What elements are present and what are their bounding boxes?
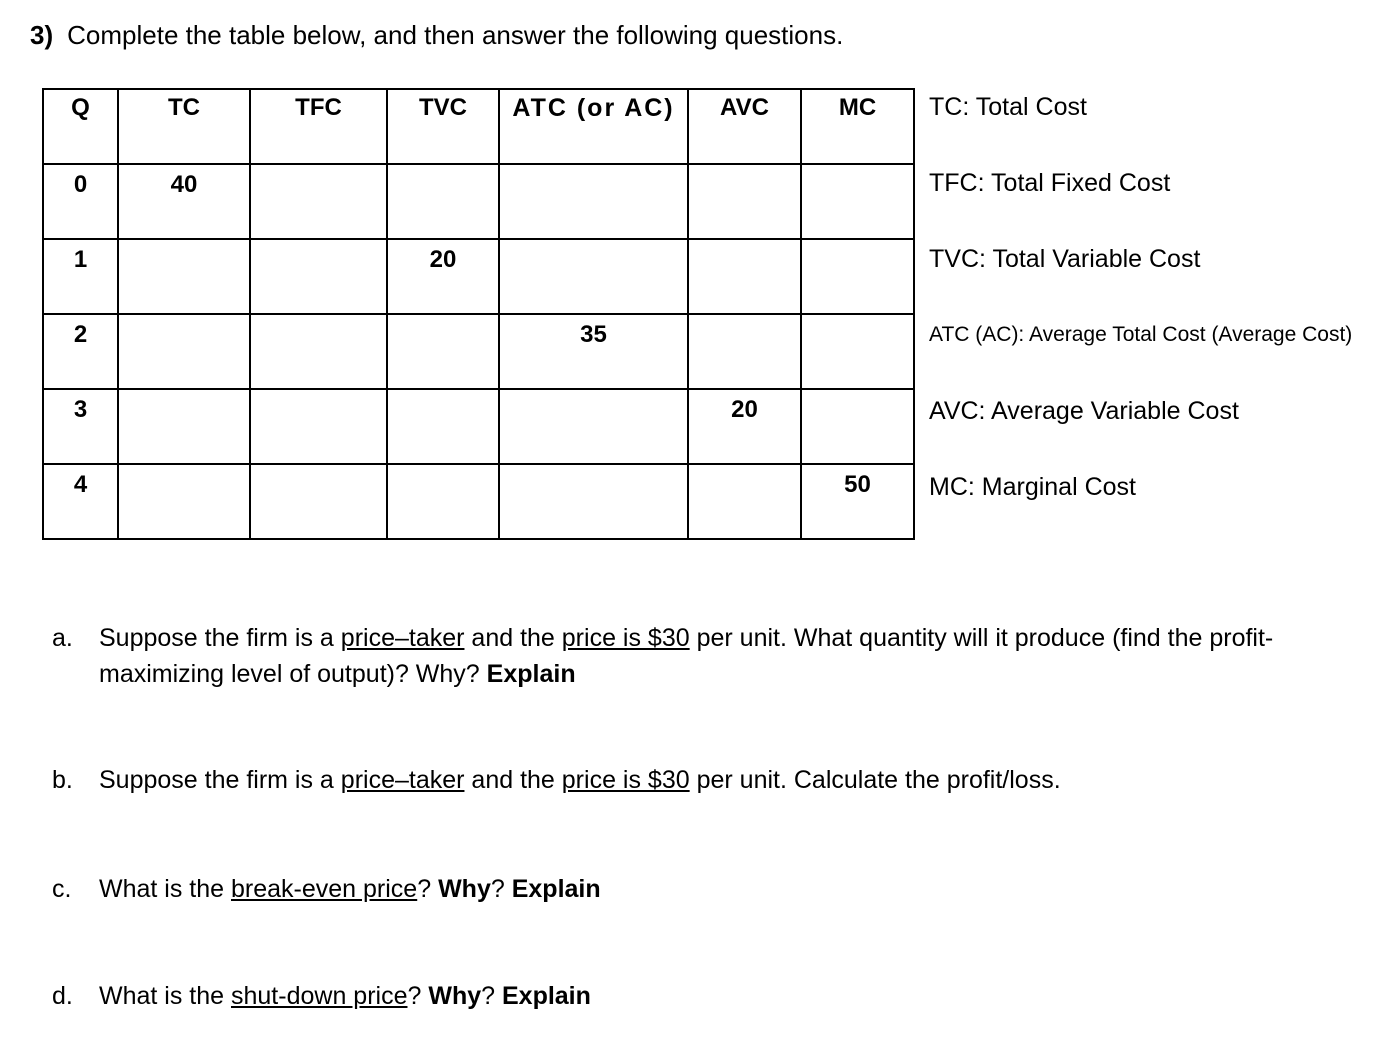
header-atc: ATC (or AC) [499,89,688,164]
legend-tfc: TFC: Total Fixed Cost [929,169,1171,197]
cell-tc[interactable] [118,314,250,389]
cell-avc[interactable]: 20 [688,389,801,464]
cell-tvc[interactable] [387,164,499,239]
question-a-label: a. [52,624,73,652]
cell-atc[interactable] [499,389,688,464]
cell-tfc[interactable] [250,164,387,239]
cell-tfc[interactable] [250,389,387,464]
header-tvc: TVC [387,89,499,164]
cell-tc[interactable] [118,239,250,314]
question-d-text: What is the shut-down price? Why? Explain [99,982,591,1010]
question-d-label: d. [52,982,73,1010]
table-header-row [43,89,914,164]
legend-tvc: TVC: Total Variable Cost [929,245,1201,273]
table-row [43,464,914,539]
cell-tc[interactable] [118,389,250,464]
cell-tvc[interactable] [387,464,499,539]
break-even-term: break-even price [231,875,418,903]
cell-avc[interactable] [688,164,801,239]
cell-tc[interactable]: 40 [118,164,250,239]
page-heading [30,18,843,52]
legend-tc: TC: Total Cost [929,93,1087,121]
price-taker-term: price–taker [340,624,465,652]
cell-atc[interactable]: 35 [499,314,688,389]
question-a [52,620,1344,692]
cell-mc[interactable]: 50 [801,464,914,539]
cell-tfc[interactable] [250,314,387,389]
question-b-text: Suppose the firm is a price–taker and the price is $30 per unit. Calculate the profit/loss. [99,766,1061,794]
cell-avc[interactable] [688,314,801,389]
legend-atc: ATC (AC): Average Total Cost (Average Cost) [929,323,1353,346]
cell-mc[interactable] [801,389,914,464]
table-row [43,239,914,314]
cell-tc[interactable] [118,464,250,539]
cell-q: 3 [43,389,118,464]
cell-tvc[interactable]: 20 [387,239,499,314]
header-q: Q [43,89,118,164]
cell-q: 2 [43,314,118,389]
table-row [43,164,914,239]
price-term: price is $30 [561,624,690,652]
table-row [43,314,914,389]
question-a-text: Suppose the firm is a price–taker and the price is $30 per unit. What quantity will it produce (find the profit-maximizing level of output)? Why? Explain [99,624,1274,688]
legend-mc: MC: Marginal Cost [929,473,1136,501]
cell-mc[interactable] [801,239,914,314]
price-taker-term: price–taker [340,766,465,794]
header-tfc: TFC [250,89,387,164]
cost-table [42,88,915,540]
cell-avc[interactable] [688,464,801,539]
question-b-label: b. [52,766,73,794]
cell-atc[interactable] [499,164,688,239]
header-avc: AVC [688,89,801,164]
question-c [52,871,1344,907]
cell-q: 1 [43,239,118,314]
heading-number: 3) [30,20,54,50]
cell-tfc[interactable] [250,464,387,539]
cell-tfc[interactable] [250,239,387,314]
abbreviation-legend [929,92,1389,548]
cell-mc[interactable] [801,314,914,389]
cell-q: 4 [43,464,118,539]
price-term: price is $30 [561,766,690,794]
cell-q: 0 [43,164,118,239]
question-d [52,978,1344,1014]
header-tc: TC [118,89,250,164]
shut-down-term: shut-down price [231,982,408,1010]
question-c-text: What is the break-even price? Why? Explain [99,875,601,903]
cell-tvc[interactable] [387,314,499,389]
table-row [43,389,914,464]
cell-mc[interactable] [801,164,914,239]
header-mc: MC [801,89,914,164]
cell-avc[interactable] [688,239,801,314]
question-c-label: c. [52,875,72,903]
cell-atc[interactable] [499,239,688,314]
cell-atc[interactable] [499,464,688,539]
cell-tvc[interactable] [387,389,499,464]
question-b [52,762,1344,798]
heading-text: Complete the table below, and then answer the following questions. [67,20,844,50]
legend-avc: AVC: Average Variable Cost [929,397,1239,425]
